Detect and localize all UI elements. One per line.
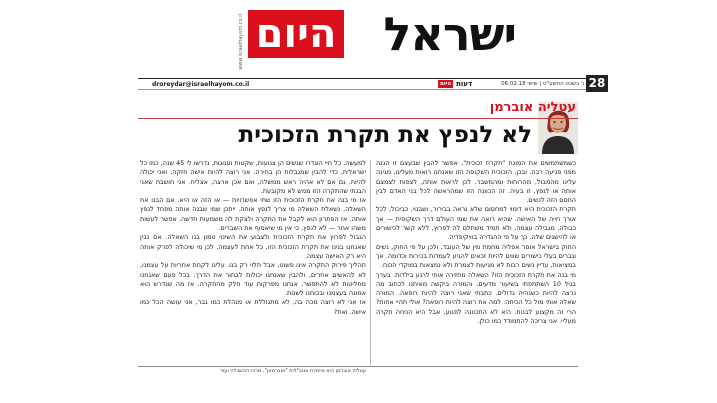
paragraph: תהליך פירוק התקרה אינו פשוט, אבל תלוי רק בנו. עלינו לקחת אחריות על עצמנו, לא להאשים אחרים, ולהבין שאנחנו יכולות לבחור את הדרך. בכל פעם שאנחנו מחליטות לא להתפשר, אנחנו מפרקות עוד חלק מהתקרה. אז מה שנדרש הוא אמונה בעצמנו ובכוחנו לשנות. — [140, 261, 366, 298]
section-name: דעות — [456, 80, 473, 88]
issue-date: ו' בשבט התשע"ט | שישי 06.02.18 — [501, 81, 584, 87]
paragraph: תקרת הזכוכית היא דימוי למחסום שלא נראה בבירור, ושבנוי, כביכול, לכל אורך חייה של האישה. שהיא רואה את שמי העולם דרך השקופית — אך כבולה, מגבילה עצמה, ולא תמיד משתלם לה לפרוץ, ללא קשר לכישורים או להישגים שלה. כך על פי ההגדרה בוויקיפדיה. — [376, 205, 576, 242]
masthead-website: www.israelhayom.co.il — [238, 14, 244, 70]
paragraph: הגבול לפרוץ את תקרת הזכוכית ולצבוע את השינוי טמון בנו השאלה. אם נבין שאנחנו בנינו את תקרת הזכוכית הזו, כל אחת לעצמה, לכן מי שיכולה לפרק אותה היא רק האישה עצמה. — [140, 233, 366, 260]
mini-logo: היום — [440, 81, 452, 87]
section-label — [438, 79, 472, 89]
page-number: 28 — [586, 75, 608, 92]
editor-email: droreydar@israelhayom.co.il — [152, 81, 250, 88]
masthead-israel-logo: ישראל — [383, 7, 516, 61]
article-column-right — [376, 159, 576, 359]
author-name: עטליה אוברמן — [489, 100, 576, 115]
author-bio-footnote: עטליה אוברמן היא מייסדת ומנכ"לית "אוברמאן", מרכז ההשכלה ועוד — [220, 368, 366, 374]
bottom-divider — [138, 366, 578, 367]
paragraph: כשמשתמשים את המונח "תקרת זכוכית", אפשר להבין שבעצם זו הגנה מפני פגיעה רבה. ובכן, הזכוכית השקופה הזו שאנחנו רואות מעלינו, מגינה עלינו מהמבול, מהרוחות ומהמשבר. לכן לראות אותה, לצפות לצמצם אותה או לנפץ, זו בעיה. זה הכוונה הזו שמהראשה לכל בני האדם לבין החסם הזה לנשים. — [376, 159, 576, 205]
masthead — [238, 6, 516, 70]
paragraph: מי בנה את תקרת הזכוכית הזו? השאלה מחזירה אותי לרגע בילדות. בערך בגיל 10 השתתפתי בשיעור מדעים, והמורה ביקשה מאיתנו לכתוב מה נרצה להיות כשנהיה גדולים. כתבתי שאני רוצה להיות רופאה. המורה שאלה אותי מול כל הכיתה: למה את רוצה להיות רופאה? אולי תהיי אחות? הרי זה מקצוע לבנות. היא לא התכוונה לפגוע, אבל היא הניחה תקרה מעליי. אני צריכה להתמודד כמו כולן. — [376, 270, 576, 326]
author-divider — [138, 118, 578, 119]
paragraph: אז מי בנה את תקרת הזכוכית הזו שתי אפשרויות — או הזה או היא. אם הבנו את השאלה, נשאלת השאלה מי צריך לנפץ אותה. ייתכן שמי שבנה אותה מפחד לנפץ אותה. אז הפתרון הוא לקבל את התקרה ולצקת לה משמעות חדשה. אפשר לעשות משהו אחר — לא לנפץ, כי אין מי שיאסוף את השברים. — [140, 196, 366, 233]
paragraph: אז אני לא רוצה מכה בה, לא מתגוללת או מנהלת כמו גבר, אני עושה הכל כמו אישה. ואת? — [140, 298, 366, 316]
masthead-hayom-logo: היום — [248, 10, 344, 58]
paragraph: החוק בישראל אוסר אפליה מחמת מין של העובד, ולכן על פי החוק, נשים וגברים בעלי כישורים שווים להיות זכאים להגיע לעמדות בכירות וכדומה. אך במציאות, עדיין נשים רבות לא מגיעות לצמרת ולא נמצאות במוקדי הכוח. — [376, 242, 576, 270]
column-divider — [370, 160, 371, 365]
paragraph: למעשה, כל חיי הוגדרו שנשים הן צנועות, שקטות וענוגות. נדרשו לי 45 שנה, כמו כל ישראלית, כדי להבין שמגבלות הן בחירה. אני רוצה להיות אישה חזקה, ואני יכולה להיות. גם אם לא אהיה ראש ממשלה, ואם אכן ארצה, אצליח. אני חושבת שאני הבנתי שהתקרה הזו ממש לא מקובעת. — [140, 159, 366, 195]
page-header-bar — [138, 78, 608, 90]
article-headline: לא לנפץ את תקרת הזכוכית — [238, 122, 532, 148]
article-column-left — [140, 159, 366, 359]
